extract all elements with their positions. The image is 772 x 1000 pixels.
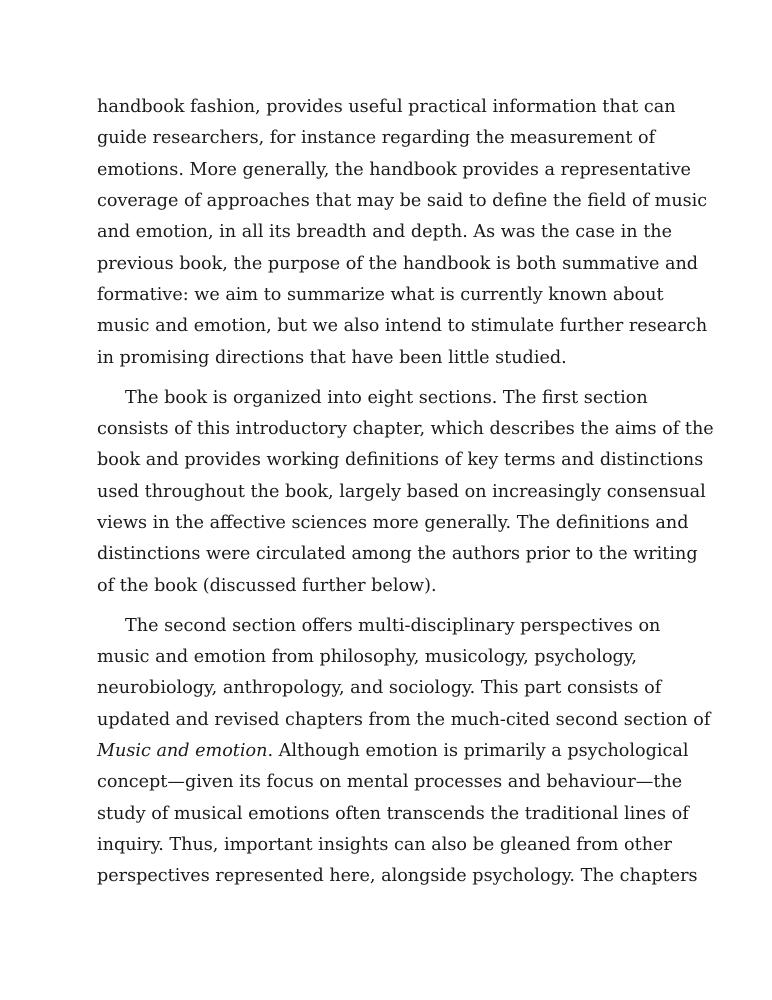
text-line: The second section offers multi-disciplinary perspectives on [125,615,661,636]
text-line: distinctions were circulated among the authors prior to the writing [97,544,698,565]
text-line: in promising directions that have been little studied. [97,347,567,368]
text-line: book and provides working definitions of key terms and distinctions [97,450,704,471]
text-line: perspectives represented here, alongside psychology. The chapters [97,866,698,887]
paragraph-3 [97,611,711,893]
text-line: views in the affective sciences more generally. The definitions and [97,512,689,533]
text-line: guide researchers, for instance regarding the measurement of [97,128,656,149]
book-title: Music and emotion [97,740,268,761]
text-line: coverage of approaches that may be said to define the field of music [97,191,708,212]
text-fragment: . Although emotion is primarily a psychological [267,740,689,761]
text-line: formative: we aim to summarize what is currently known about [97,285,664,306]
paragraph-1 [97,92,708,374]
document-page [97,92,714,901]
text-line: The book is organized into eight sections. The first section [125,387,648,408]
text-line: music and emotion, but we also intend to stimulate further research [97,316,708,337]
text-line: previous book, the purpose of the handbook is both summative and [97,253,699,274]
text-line: neurobiology, anthropology, and sociology. This part consists of [97,678,662,699]
text-line: study of musical emotions often transcends the traditional lines of [97,803,689,824]
text-line: used throughout the book, largely based on increasingly consensual [97,481,706,502]
text-line: and emotion, in all its breadth and depth. As was the case in the [97,222,673,243]
text-line: music and emotion from philosophy, musicology, psychology, [97,646,637,667]
text-line: concept—given its focus on mental processes and behaviour—the [97,772,683,793]
paragraph-2 [97,383,714,602]
text-line: updated and revised chapters from the much-cited second section of [97,709,711,730]
text-line: emotions. More generally, the handbook provides a representative [97,159,691,180]
text-line: of the book (discussed further below). [97,575,437,596]
text-line: inquiry. Thus, important insights can also be gleaned from other [97,834,672,855]
text-line: handbook fashion, provides useful practical information that can [97,97,676,117]
text-line: consists of this introductory chapter, which describes the aims of the [97,418,714,439]
text-line-with-title [97,736,687,767]
